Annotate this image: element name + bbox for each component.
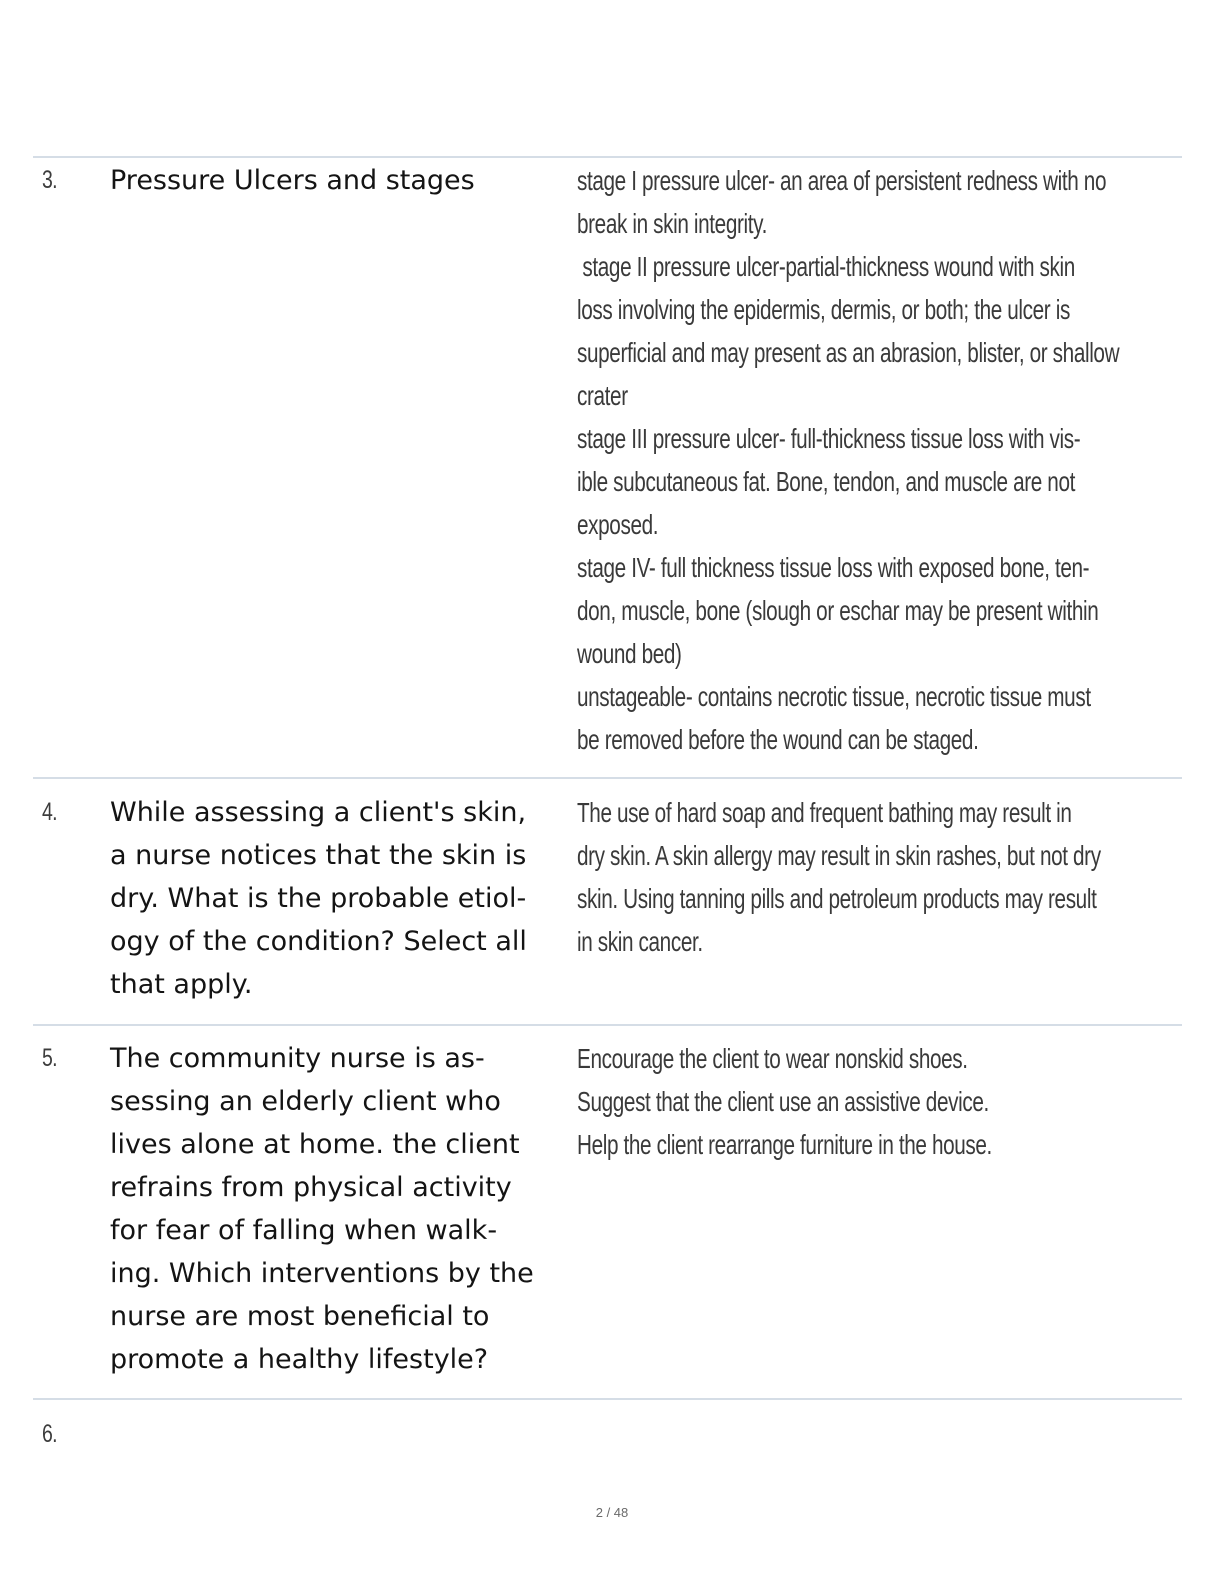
row-number: 3.: [42, 166, 57, 194]
question-line: nurse are most beneficial to: [110, 1301, 490, 1332]
answer-line: stage III pressure ulcer- full-thickness tissue loss with vis-: [577, 423, 1081, 454]
answer-line: be removed before the wound can be staged.: [577, 724, 979, 755]
answer-line: skin. Using tanning pills and petroleum products may result: [577, 883, 1097, 914]
answer-line: wound bed): [577, 638, 682, 669]
row-divider: [33, 156, 1182, 158]
question-line: for fear of falling when walk-: [110, 1215, 498, 1246]
row-number: 6.: [42, 1420, 57, 1448]
answer-line: unstageable- contains necrotic tissue, necrotic tissue must: [577, 681, 1091, 712]
answer-line: loss involving the epidermis, dermis, or both; the ulcer is: [577, 294, 1070, 325]
question-line: a nurse notices that the skin is: [110, 840, 527, 871]
question-line: ogy of the condition? Select all: [110, 926, 527, 957]
row-divider: [33, 777, 1182, 779]
answer-line: in skin cancer.: [577, 926, 703, 957]
question-line: sessing an elderly client who: [110, 1086, 501, 1117]
row-divider: [33, 1024, 1182, 1026]
question-line: dry. What is the probable etiol-: [110, 883, 527, 914]
answer-line: The use of hard soap and frequent bathing may result in: [577, 797, 1072, 828]
question-line: The community nurse is as-: [110, 1043, 485, 1074]
answer-line: ible subcutaneous fat. Bone, tendon, and muscle are not: [577, 466, 1076, 497]
row-number: 4.: [42, 798, 57, 826]
question-text: [110, 159, 570, 202]
answer-line: break in skin integrity.: [577, 208, 767, 239]
answer-line: stage I pressure ulcer- an area of persistent redness with no: [577, 165, 1107, 196]
answer-text: [577, 1037, 1177, 1166]
question-line: ing. Which interventions by the: [110, 1258, 534, 1289]
answer-line: superficial and may present as an abrasion, blister, or shallow: [577, 337, 1120, 368]
answer-line: don, muscle, bone (slough or eschar may be present within: [577, 595, 1099, 626]
answer-line: crater: [577, 380, 628, 411]
question-line: promote a healthy lifestyle?: [110, 1344, 489, 1375]
row-number: 5.: [42, 1044, 57, 1072]
question-line: refrains from physical activity: [110, 1172, 512, 1203]
answer-line: Help the client rearrange furniture in the house.: [577, 1129, 992, 1160]
question-line: Pressure Ulcers and stages: [110, 165, 475, 196]
answer-text: [577, 791, 1177, 963]
answer-line: dry skin. A skin allergy may result in skin rashes, but not dry: [577, 840, 1101, 871]
question-line: that apply.: [110, 969, 253, 1000]
answer-line: Encourage the client to wear nonskid shoes.: [577, 1043, 968, 1074]
question-text: [110, 1037, 570, 1381]
question-line: While assessing a client's skin,: [110, 797, 527, 828]
answer-text: [577, 159, 1177, 761]
page-indicator: 2 / 48: [595, 1505, 629, 1520]
row-divider: [33, 1398, 1182, 1400]
answer-line: exposed.: [577, 509, 659, 540]
answer-line: stage IV- full thickness tissue loss with exposed bone, ten-: [577, 552, 1090, 583]
question-line: lives alone at home. the client: [110, 1129, 520, 1160]
answer-line: Suggest that the client use an assistive device.: [577, 1086, 989, 1117]
answer-line: stage II pressure ulcer-partial-thickness wound with skin: [577, 251, 1075, 282]
question-text: [110, 791, 570, 1006]
